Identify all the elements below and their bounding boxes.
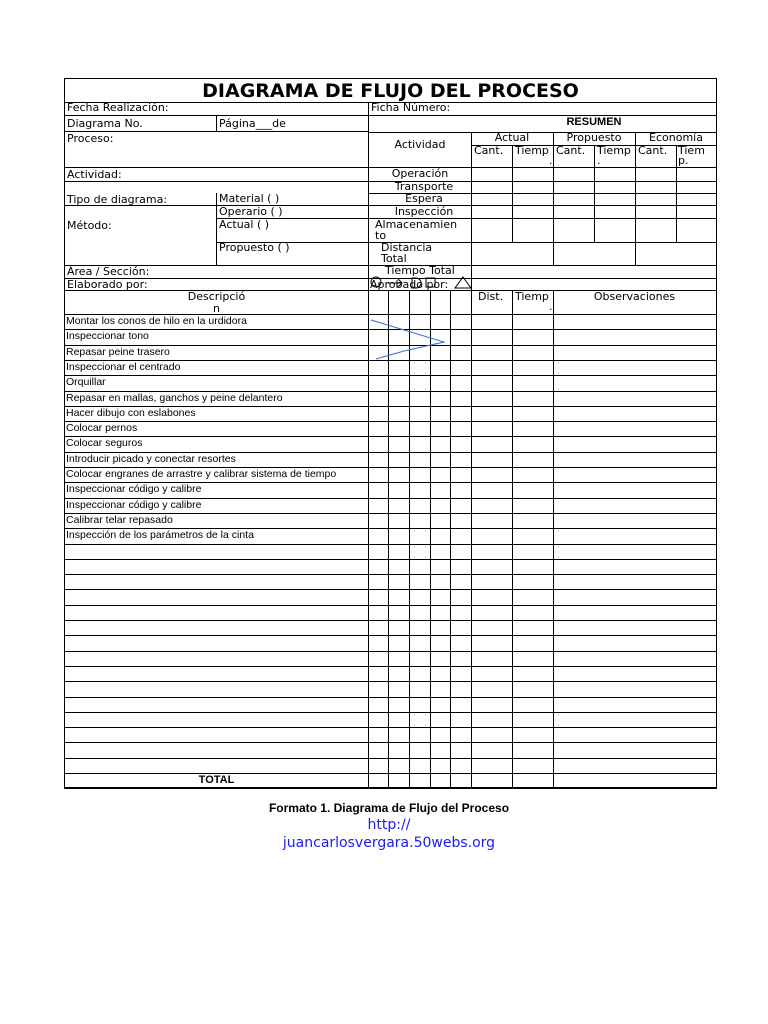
propuesto-option: Propuesto ( ) — [219, 241, 290, 254]
activity-row-description: Inspeccionar tono — [66, 330, 149, 342]
resumen-tiemp-2: Tiemp — [597, 144, 631, 157]
resumen-row-almacenamiento-1: Almacenamien — [375, 218, 458, 231]
diagrama-no-label: Diagrama No. — [67, 117, 143, 130]
proceso-label: Proceso: — [67, 132, 114, 145]
resumen-row-distancia-2: Total — [381, 252, 407, 265]
resumen-cant-1: Cant. — [474, 144, 504, 157]
total-label: TOTAL — [198, 774, 235, 786]
activity-row-description: Colocar seguros — [66, 437, 143, 449]
aprobado-label: Aprobado por: — [370, 278, 449, 291]
activity-row-description: Repasar en mallas, ganchos y peine delantero — [66, 392, 283, 404]
flow-annotation-line — [371, 320, 444, 359]
activity-row-description: Inspeccionar código y calibre — [66, 499, 202, 511]
activity-row-description: Calibrar telar repasado — [66, 514, 173, 526]
activity-row-description: Introducir picado y conectar resortes — [66, 453, 236, 465]
resumen-row-almacenamiento-2: to — [375, 229, 387, 242]
resumen-propuesto-header: Propuesto — [566, 131, 622, 144]
dist-header: Dist. — [478, 290, 504, 303]
activity-row-description: Inspeccionar el centrado — [66, 361, 181, 373]
observaciones-header: Observaciones — [593, 290, 676, 303]
resumen-row-operacion: Operación — [391, 167, 449, 180]
resumen-tiemp-2-dot: . — [597, 154, 601, 167]
resumen-cant-2: Cant. — [556, 144, 586, 157]
activity-row-description: Inspección de los parámetros de la cinta — [66, 529, 254, 541]
area-label: Área / Sección: — [67, 265, 150, 278]
activity-row-description: Repasar peine trasero — [66, 346, 170, 358]
resumen-title: RESUMEN — [566, 116, 622, 128]
activity-row-description: Colocar engranes de arrastre y calibrar sistema de tiempo — [66, 468, 337, 480]
operario-option: Operario ( ) — [219, 205, 283, 218]
page-title: DIAGRAMA DE FLUJO DEL PROCESO — [202, 80, 579, 102]
resumen-actividad-header: Actividad — [394, 138, 446, 151]
pagina-label: Página___de — [219, 117, 286, 130]
tiemp-header: Tiemp — [515, 290, 549, 303]
activity-row-description: Hacer dibujo con eslabones — [66, 407, 196, 419]
source-link-2[interactable]: juancarlosvergara.50webs.org — [282, 835, 496, 851]
resumen-tiemp-1-dot: . — [549, 154, 553, 167]
actual-option: Actual ( ) — [219, 218, 270, 231]
resumen-actual-header: Actual — [494, 131, 530, 144]
resumen-tiemp-1: Tiemp — [515, 144, 549, 157]
fecha-label: Fecha Realización: — [67, 101, 169, 114]
activity-row-description: Inspeccionar código y calibre — [66, 483, 202, 495]
resumen-tiem-3-p: p. — [678, 154, 689, 167]
descripcion-header-2: n — [213, 302, 220, 315]
figure-caption: Formato 1. Diagrama de Flujo del Proceso — [268, 801, 510, 815]
metodo-label: Método: — [67, 219, 112, 232]
activity-row-description: Colocar pernos — [66, 422, 138, 434]
resumen-economia-header: Economía — [649, 131, 703, 144]
actividad-label: Actividad: — [67, 168, 122, 181]
activity-row-description: Orquillar — [66, 376, 106, 388]
elaborado-label: Elaborado por: — [67, 278, 148, 291]
tipo-diagrama-label: Tipo de diagrama: — [67, 193, 168, 206]
resumen-row-inspeccion: Inspección — [394, 205, 454, 218]
resumen-row-distancia-1: Distancia — [381, 241, 433, 254]
resumen-tiem-3: Tiem — [678, 144, 705, 157]
resumen-row-transporte: Transporte — [394, 180, 454, 193]
ficha-label: Ficha Número: — [371, 101, 451, 114]
resumen-cant-3: Cant. — [638, 144, 668, 157]
resumen-row-tiempo-total: Tiempo Total — [385, 264, 455, 277]
activity-row-description: Montar los conos de hilo en la urdidora — [66, 315, 247, 327]
descripcion-header-1: Descripció — [187, 290, 246, 303]
source-link-1[interactable]: http:// — [367, 817, 411, 833]
material-option: Material ( ) — [219, 192, 280, 205]
tiemp-header-dot: . — [549, 300, 553, 313]
resumen-row-espera: Espera — [405, 192, 443, 205]
